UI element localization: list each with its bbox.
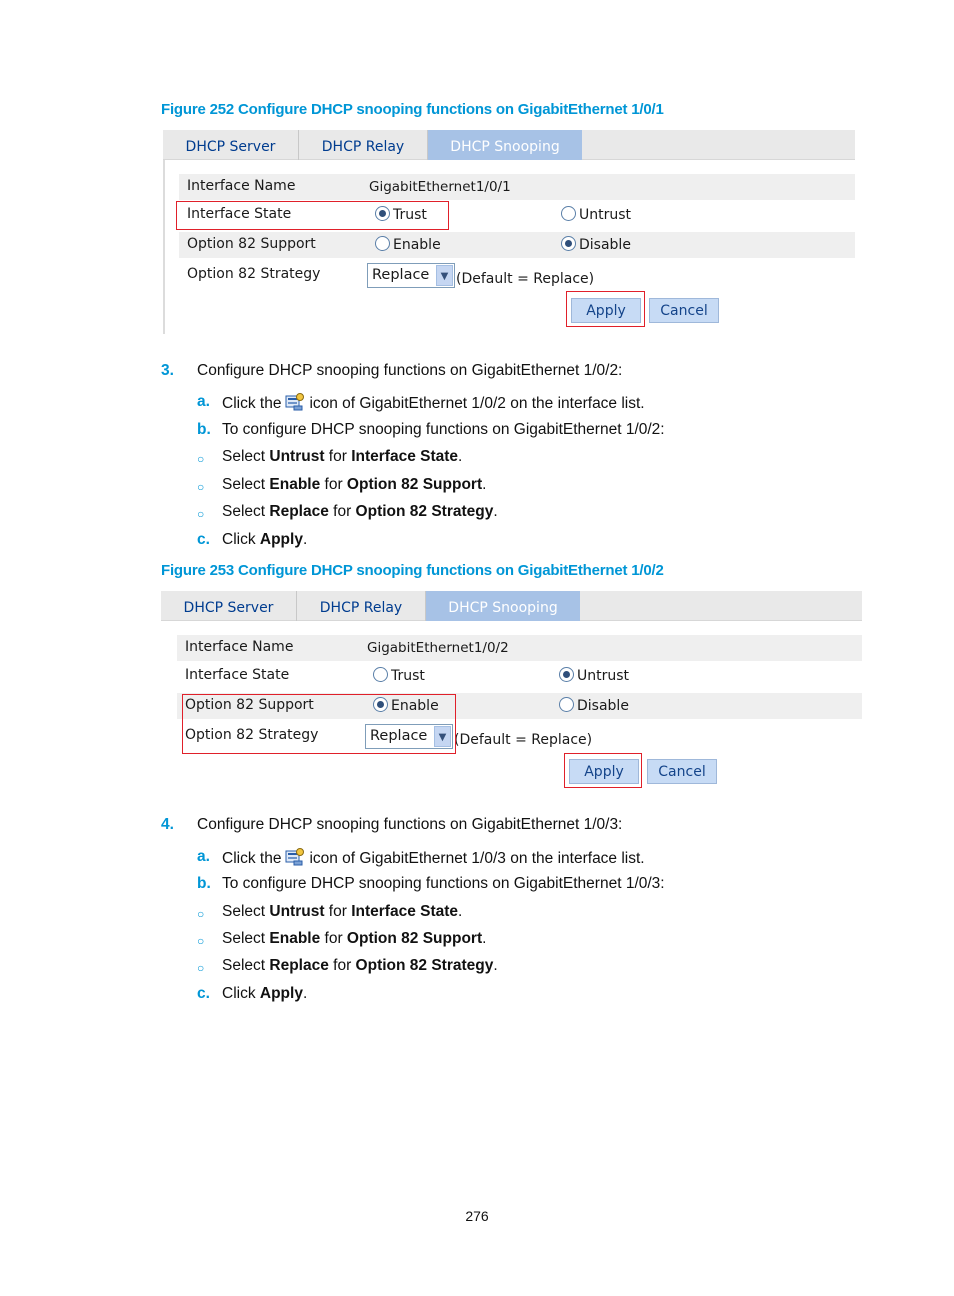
option82-support-label: Option 82 Support: [185, 697, 314, 713]
tab-dhcp-snooping[interactable]: DHCP Snooping: [426, 591, 580, 621]
bullet-text: Select Untrust for Interface State.: [222, 903, 463, 920]
cancel-button[interactable]: Cancel: [649, 298, 719, 323]
default-note: (Default = Replace): [454, 732, 593, 748]
radio-unchecked-icon: [561, 206, 576, 221]
bullet-text: Select Enable for Option 82 Support.: [222, 476, 487, 493]
bullet-icon: ○: [197, 507, 205, 521]
radio-checked-icon: [559, 667, 574, 682]
chevron-down-icon[interactable]: ▼: [436, 265, 453, 286]
untrust-radio[interactable]: Untrust: [559, 667, 629, 684]
figure-caption: Figure 253 Configure DHCP snooping functions on GigabitEthernet 1/0/2: [161, 562, 664, 579]
strategy-select-value: Replace: [370, 728, 428, 744]
strategy-select-value: Replace: [372, 267, 430, 283]
bullet-icon: ○: [197, 452, 205, 466]
interface-state-row: [177, 663, 862, 689]
cancel-button[interactable]: Cancel: [647, 759, 717, 784]
highlight-box: [564, 753, 642, 788]
interface-config-icon: [285, 848, 305, 866]
disable-radio[interactable]: Disable: [561, 236, 631, 253]
substep-text: Click Apply.: [222, 531, 308, 548]
substep-letter: c.: [197, 531, 210, 548]
radio-unchecked-icon: [559, 697, 574, 712]
interface-name-label: Interface Name: [185, 639, 294, 655]
substep-text: To configure DHCP snooping functions on GigabitEthernet 1/0/3:: [222, 875, 665, 892]
bullet-text: Select Enable for Option 82 Support.: [222, 930, 487, 947]
option82-support-label: Option 82 Support: [187, 236, 316, 252]
bullet-icon: ○: [197, 961, 205, 975]
radio-unchecked-icon: [375, 236, 390, 251]
highlight-box: [566, 291, 645, 327]
radio-checked-icon: [561, 236, 576, 251]
substep-text: To configure DHCP snooping functions on GigabitEthernet 1/0/2:: [222, 421, 665, 438]
tab-dhcp-snooping[interactable]: DHCP Snooping: [428, 130, 582, 160]
substep-letter: b.: [197, 421, 211, 438]
interface-name-value: GigabitEthernet1/0/2: [367, 640, 509, 656]
tab-bar: [161, 591, 862, 621]
substep-letter: b.: [197, 875, 211, 892]
strategy-select[interactable]: [367, 263, 455, 288]
bullet-text: Select Replace for Option 82 Strategy.: [222, 957, 498, 974]
option82-strategy-label: Option 82 Strategy: [185, 727, 319, 743]
figure-caption: Figure 252 Configure DHCP snooping functions on GigabitEthernet 1/0/1: [161, 101, 664, 118]
enable-radio[interactable]: Enable: [375, 236, 441, 253]
tab-dhcp-server[interactable]: DHCP Server: [161, 591, 297, 621]
option82-support-row: [179, 232, 855, 258]
apply-button[interactable]: Apply: [571, 298, 641, 323]
interface-state-label: Interface State: [185, 667, 290, 683]
interface-config-icon: [285, 393, 305, 411]
interface-name-value: GigabitEthernet1/0/1: [369, 179, 511, 195]
tab-dhcp-relay[interactable]: DHCP Relay: [297, 591, 426, 621]
default-note: (Default = Replace): [456, 271, 595, 287]
chevron-down-icon[interactable]: ▼: [434, 726, 451, 747]
interface-state-label: Interface State: [187, 206, 292, 222]
substep-letter: a.: [197, 393, 210, 410]
tab-dhcp-server[interactable]: DHCP Server: [163, 130, 299, 160]
substep-letter: a.: [197, 848, 210, 865]
interface-name-row: [179, 174, 855, 200]
step-number: 3.: [161, 362, 174, 379]
disable-radio[interactable]: Disable: [559, 697, 629, 714]
bullet-text: Select Untrust for Interface State.: [222, 448, 463, 465]
option82-strategy-label: Option 82 Strategy: [187, 266, 321, 282]
substep-text: Click the icon of GigabitEthernet 1/0/3 on the interface list.: [222, 850, 645, 867]
interface-name-label: Interface Name: [187, 178, 296, 194]
panel-border: [163, 160, 165, 334]
apply-button[interactable]: Apply: [569, 759, 639, 784]
substep-text: Click the icon of GigabitEthernet 1/0/2 on the interface list.: [222, 395, 645, 412]
dhcp-snooping-panel: [161, 591, 862, 795]
step-text: Configure DHCP snooping functions on GigabitEthernet 1/0/3:: [197, 816, 623, 833]
substep-text: Click Apply.: [222, 985, 308, 1002]
bullet-icon: ○: [197, 480, 205, 494]
trust-radio[interactable]: Trust: [375, 206, 427, 223]
step-text: Configure DHCP snooping functions on GigabitEthernet 1/0/2:: [197, 362, 623, 379]
trust-radio[interactable]: Trust: [373, 667, 425, 684]
dhcp-snooping-panel: [163, 130, 855, 334]
substep-letter: c.: [197, 985, 210, 1002]
tab-bar: [163, 130, 855, 160]
highlight-box: [182, 694, 456, 754]
untrust-radio[interactable]: Untrust: [561, 206, 631, 223]
bullet-icon: ○: [197, 934, 205, 948]
highlight-box: [176, 201, 449, 230]
bullet-text: Select Replace for Option 82 Strategy.: [222, 503, 498, 520]
radio-unchecked-icon: [373, 667, 388, 682]
interface-name-row: [177, 635, 862, 661]
bullet-icon: ○: [197, 907, 205, 921]
step-number: 4.: [161, 816, 174, 833]
enable-radio[interactable]: Enable: [373, 697, 439, 714]
tab-dhcp-relay[interactable]: DHCP Relay: [299, 130, 428, 160]
page-number: 276: [465, 1208, 489, 1224]
